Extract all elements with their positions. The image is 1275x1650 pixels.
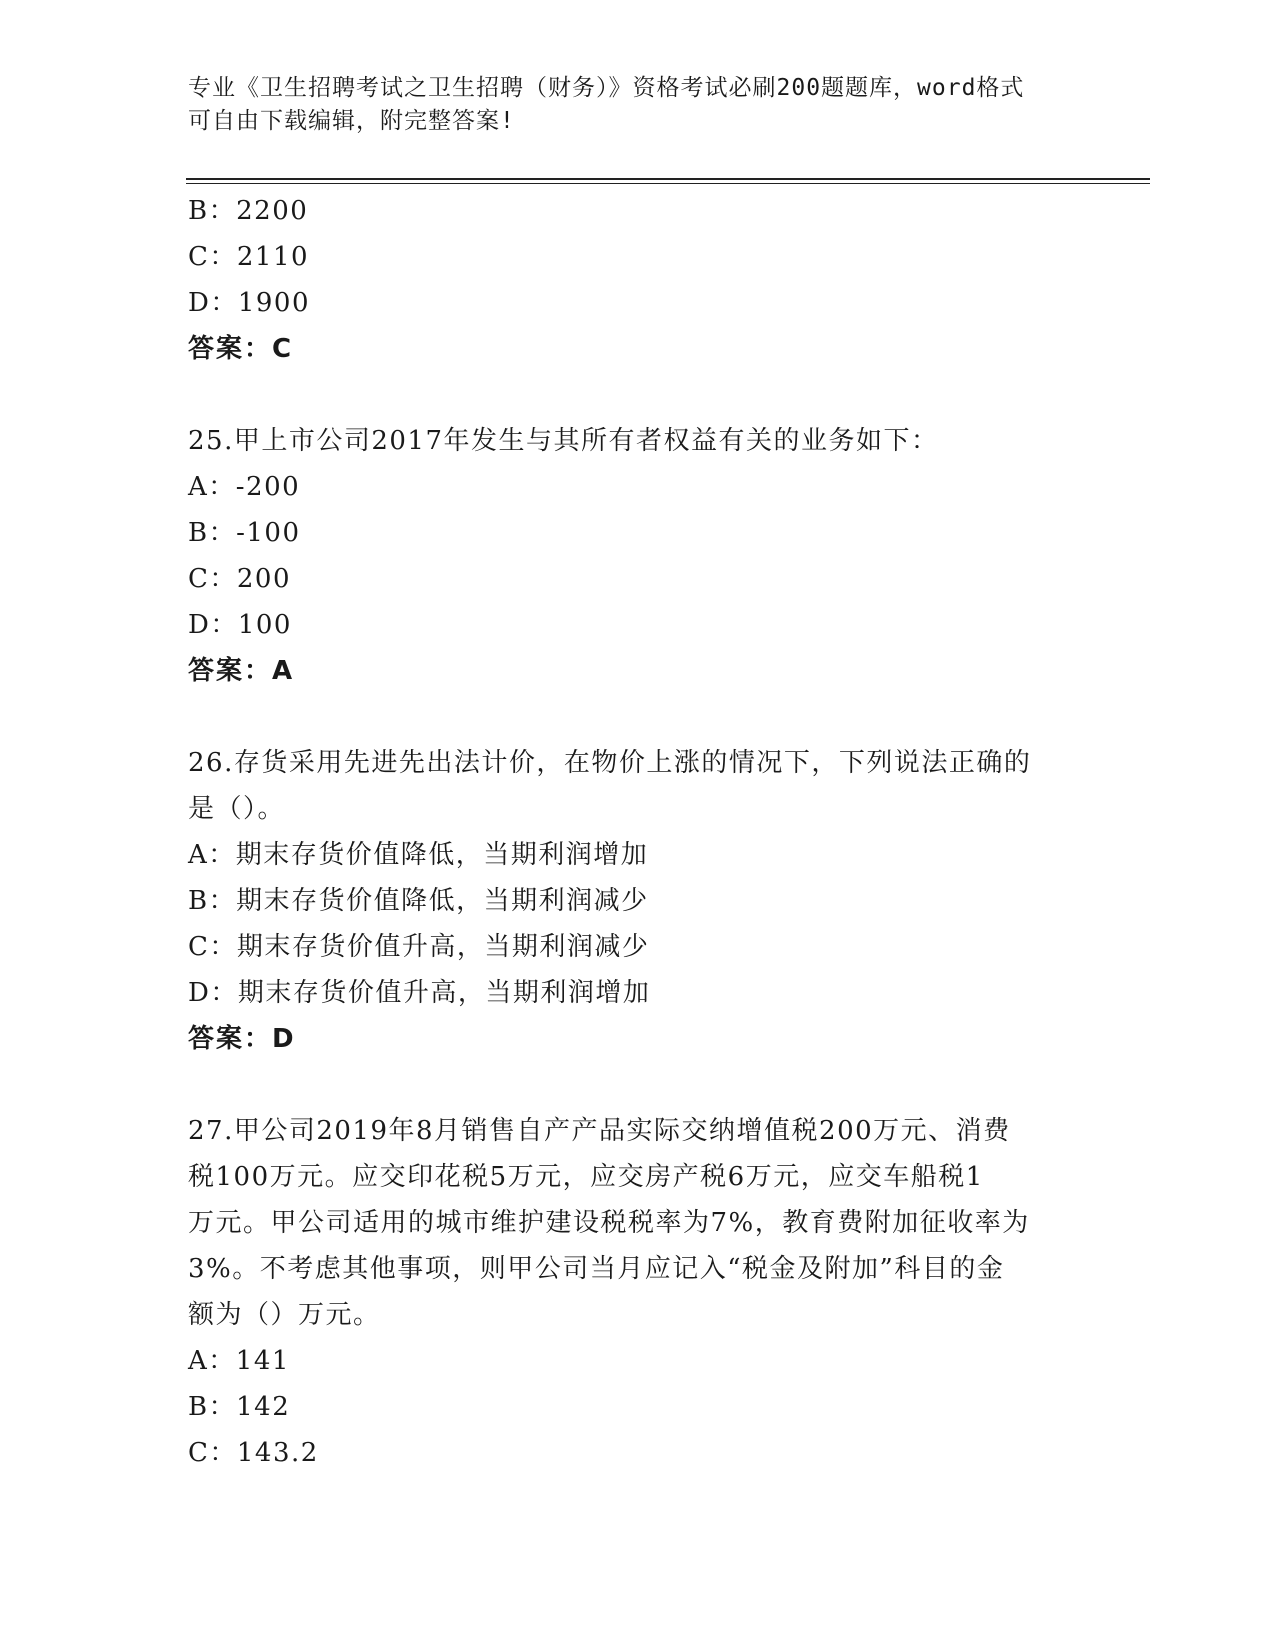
question-25 <box>188 418 1088 694</box>
question-text-line-1: 26.存货采用先进先出法计价，在物价上涨的情况下，下列说法正确的 <box>188 748 1032 778</box>
question-text-line-2: 是（）。 <box>188 794 286 824</box>
option-b: B：2200 <box>188 196 309 226</box>
question-24-tail <box>188 188 1088 372</box>
question-text-line-1: 27.甲公司2019年8月销售自产产品实际交纳增值税200万元、消费 <box>188 1116 1011 1146</box>
option-b: B：期末存货价值降低，当期利润减少 <box>188 886 649 916</box>
document-body <box>188 188 1088 1476</box>
document-header <box>188 72 1088 138</box>
option-d: D：100 <box>188 610 292 640</box>
question-text-line-2: 税100万元。应交印花税5万元，应交房产税6万元，应交车船税1 <box>188 1162 984 1192</box>
option-a: A：141 <box>188 1346 290 1376</box>
option-b: B：-100 <box>188 518 301 548</box>
question-text: 25.甲上市公司2017年发生与其所有者权益有关的业务如下： <box>188 426 939 456</box>
answer-line: 答案：C <box>188 334 294 364</box>
option-c: C：143.2 <box>188 1438 319 1468</box>
header-line-1: 专业《卫生招聘考试之卫生招聘（财务）》资格考试必刷200题题库，word格式 <box>188 75 1025 101</box>
option-c: C：2110 <box>188 242 310 272</box>
question-26 <box>188 740 1088 1062</box>
answer-line: 答案：A <box>188 656 295 686</box>
answer-line: 答案：D <box>188 1024 296 1054</box>
question-text-line-4: 3%。不考虑其他事项，则甲公司当月应记入“税金及附加”科目的金 <box>188 1254 1005 1284</box>
option-d: D：1900 <box>188 288 311 318</box>
option-c: C：期末存货价值升高，当期利润减少 <box>188 932 650 962</box>
question-text-line-5: 额为（）万元。 <box>188 1300 381 1330</box>
header-divider-thin <box>186 183 1150 184</box>
option-a: A：-200 <box>188 472 301 502</box>
header-line-2: 可自由下载编辑，附完整答案! <box>188 108 515 134</box>
option-b: B：142 <box>188 1392 291 1422</box>
option-d: D：期末存货价值升高，当期利润增加 <box>188 978 651 1008</box>
option-c: C：200 <box>188 564 292 594</box>
header-divider-thick <box>186 178 1150 180</box>
question-text-line-3: 万元。甲公司适用的城市维护建设税税率为7%，教育费附加征收率为 <box>188 1208 1030 1238</box>
question-27 <box>188 1108 1088 1476</box>
option-a: A：期末存货价值降低，当期利润增加 <box>188 840 649 870</box>
